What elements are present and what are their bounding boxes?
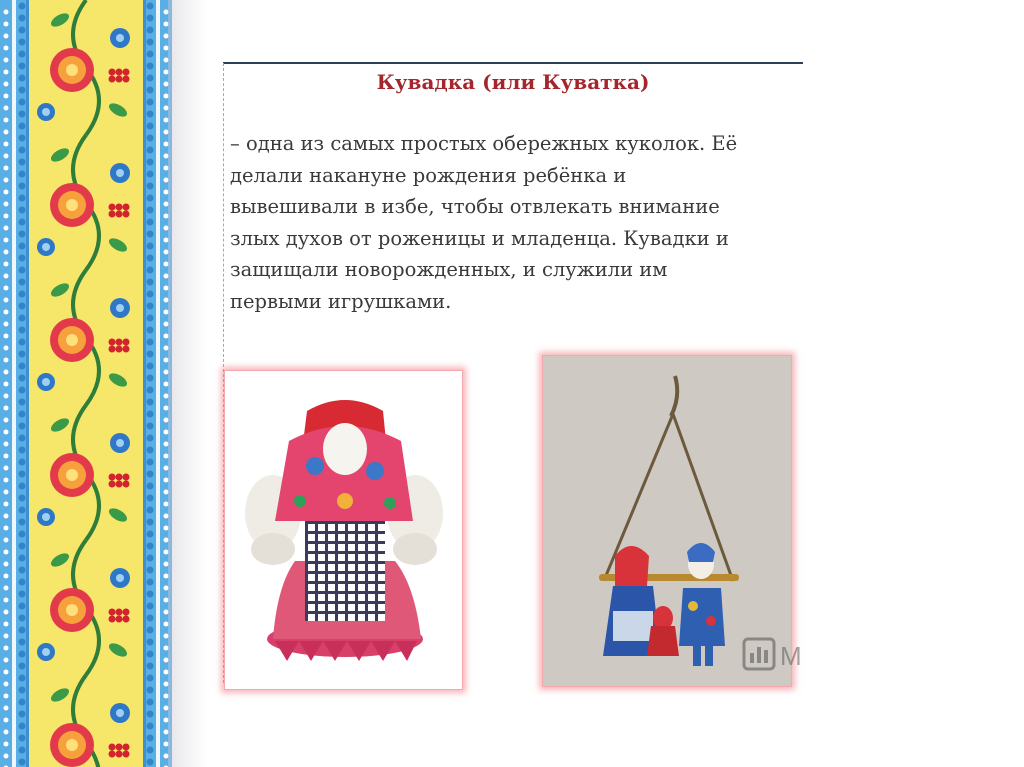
svg-text:M: M <box>780 641 802 671</box>
kuvadka-doll-icon <box>225 371 462 689</box>
body-line: вывешивали в избе, чтобы отвлекать внимание <box>230 195 720 218</box>
body-line: делали накануне рождения ребёнка и <box>230 163 627 187</box>
body-line: защищали новорожденных, и служили им <box>230 258 668 281</box>
body-line: – одна из самых простых обережных куколок. Её <box>230 132 738 155</box>
slide-body-text <box>230 128 800 317</box>
photo-kuvadka-doll <box>224 370 463 690</box>
folk-ornament-border <box>0 0 172 767</box>
body-line: первыми игрушками. <box>230 289 452 313</box>
slide-title: Кувадка (или Куватка) <box>376 70 650 94</box>
border-shadow <box>168 0 208 767</box>
site-logo-icon <box>742 635 812 677</box>
floral-ornament-icon <box>0 0 172 767</box>
body-line: злых духов от роженицы и младенца. Кувадки и <box>230 226 729 250</box>
watermark-logo <box>742 635 812 677</box>
title-rule <box>223 62 803 64</box>
